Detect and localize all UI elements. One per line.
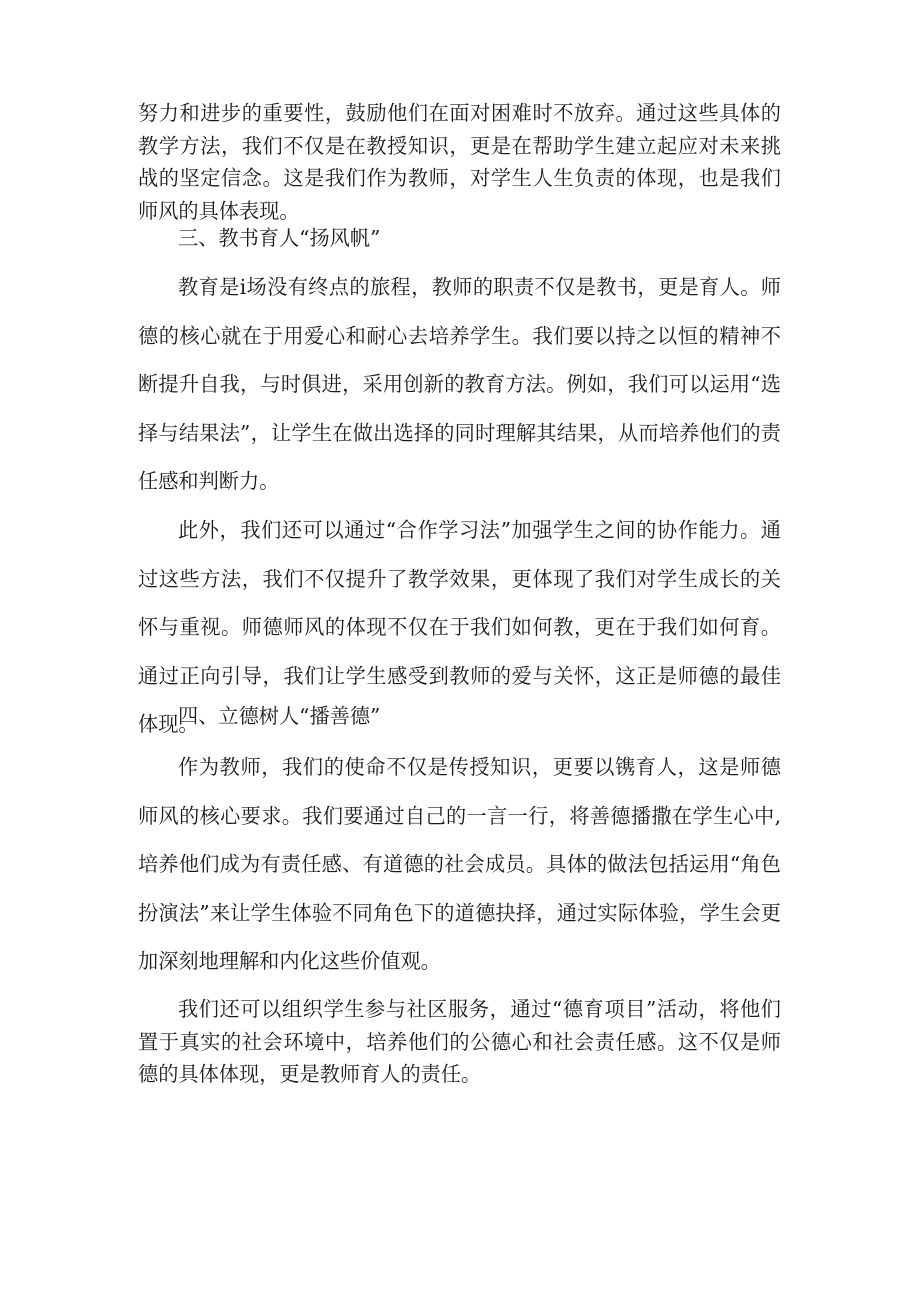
section-heading-4: 四、立德树人“播善德” — [178, 704, 381, 728]
paragraph-intro: 努力和进步的重要性，鼓励他们在面对困难时不放弃。通过这些具体的教学方法，我们不仅是在教授知识，更是在帮助学生建立起应对未来挑战的坚定信念。这是我们作为教师，对学生人生负责的体现，也是我们师风的具体表现。 — [138, 101, 781, 223]
paragraph-3-2: 此外，我们还可以通过“合作学习法”加强学生之间的协作能力。通过这些方法，我们不仅提升了教学效果，更体现了我们对学生成长的关怀与重视。师德师风的体现不仅在于我们如何教，更在于我们如何育。通过正向引导，我们让学生感受到教师的爱与关怀，这正是师德的最佳体现。 — [138, 518, 781, 736]
paragraph-4-2: 我们还可以组织学生参与社区服务，通过“德育项目”活动，将他们置于真实的社会环境中，培养他们的公德心和社会责任感。这不仅是师德的具体体现，更是教师育人的责任。 — [138, 997, 781, 1086]
paragraph-4-1: 作为教师，我们的使命不仅是传授知识，更要以镌育人，这是师德师风的核心要求。我们要通过自己的一言一行，将善德播撒在学生心中,培养他们成为有责任感、有道德的社会成员。具体的做法包括运用“角色扮演法”来让学生体验不同角色下的道德抉择，通过实际体验，学生会更加深刻地理解和内化这些价值观。 — [138, 755, 781, 973]
section-heading-3: 三、教书育人“扬风帆” — [178, 226, 381, 250]
paragraph-3-1: 教育是i场没有终点的旅程，教师的职责不仅是教书，更是育人。师德的核心就在于用爱心和耐心去培养学生。我们要以持之以恒的精神不断提升自我，与时俱进，采用创新的教育方法。例如，我们可以运用“选择与结果法”，让学生在做出选择的同时理解其结果，从而培养他们的责任感和判断力。 — [138, 275, 781, 493]
